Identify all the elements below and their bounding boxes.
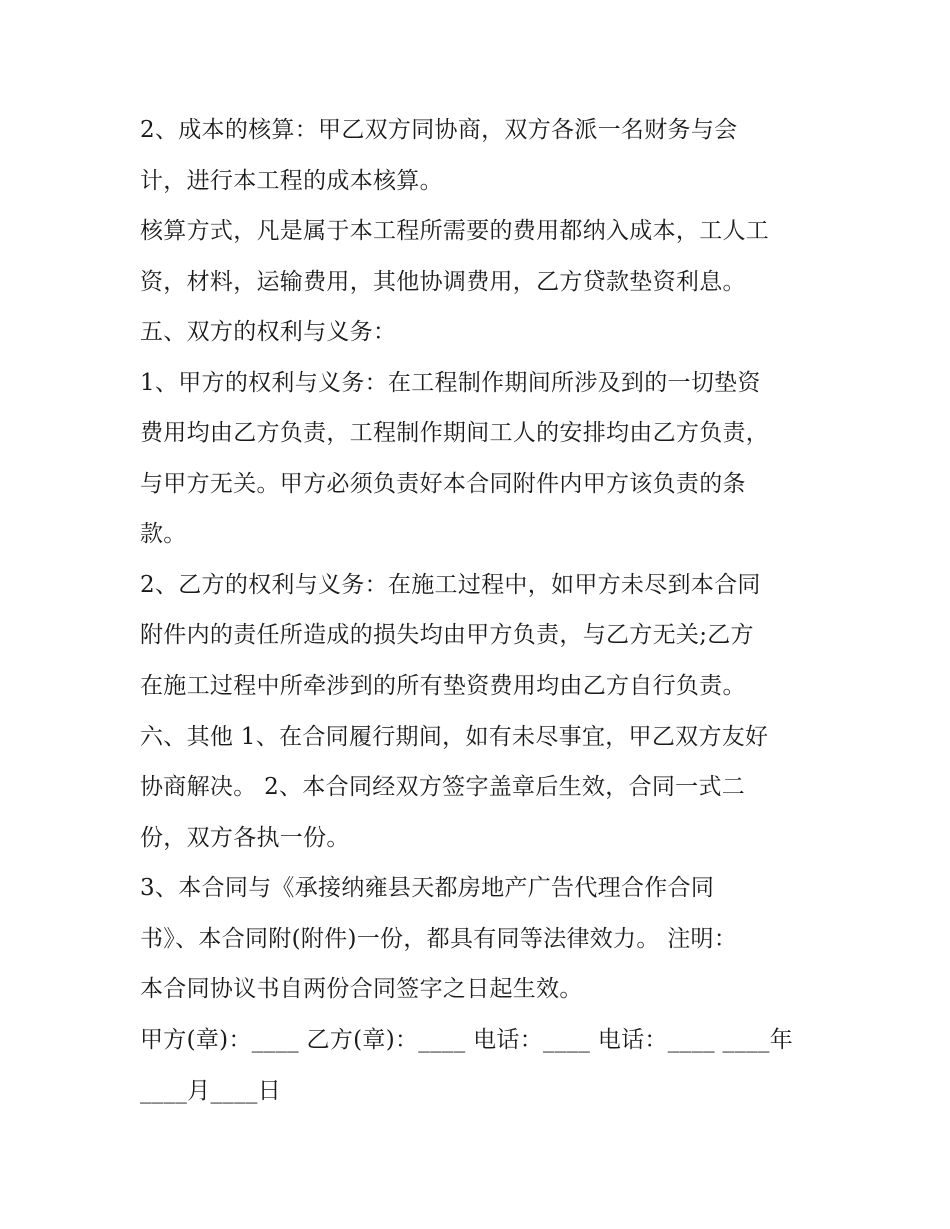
text-line: 2、乙方的权利与义务：在施工过程中，如甲方未尽到本合同	[140, 572, 761, 598]
text-line: 资，材料，运输费用，其他协调费用，乙方贷款垫资利息。	[140, 269, 746, 295]
text-line: 在施工过程中所牵涉到的所有垫资费用均由乙方自行负责。	[140, 673, 746, 699]
text-line: 书》、本合同附(附件)一份，都具有同等法律效力。 注明：	[140, 926, 738, 952]
text-line: 款。	[140, 521, 187, 547]
text-line: 3、本合同与《承接纳雍县天都房地产广告代理合作合同	[140, 875, 715, 901]
text-line: 计，进行本工程的成本核算。	[140, 168, 443, 194]
text-line: 1、甲方的权利与义务：在工程制作期间所涉及到的一切垫资	[140, 370, 761, 396]
text-line: 附件内的责任所造成的损失均由甲方负责，与乙方无关;乙方	[140, 622, 754, 648]
text-line: 核算方式，凡是属于本工程所需要的费用都纳入成本，工人工	[140, 218, 770, 244]
signature-line: 甲方(章)：____ 乙方(章)：____ 电话：____ 电话：____ ____年	[140, 1027, 794, 1053]
text-line: 本合同协议书自两份合同签字之日起生效。	[140, 976, 583, 1002]
text-line: 费用均由乙方负责，工程制作期间工人的安排均由乙方负责，	[140, 420, 770, 446]
text-line: 协商解决。 2、本合同经双方签字盖章后生效，合同一式二	[140, 774, 746, 800]
text-line: 2、成本的核算：甲乙双方同协商，双方各派一名财务与会	[140, 117, 738, 143]
text-line: 与甲方无关。甲方必须负责好本合同附件内甲方该负责的条	[140, 471, 746, 497]
section-heading: 六、其他 1、在合同履行期间，如有未尽事宜，甲乙双方友好	[140, 724, 769, 750]
section-heading: 五、双方的权利与义务：	[140, 319, 397, 345]
text-line: 份，双方各执一份。	[140, 825, 350, 851]
date-line: ____月____日	[140, 1078, 281, 1104]
